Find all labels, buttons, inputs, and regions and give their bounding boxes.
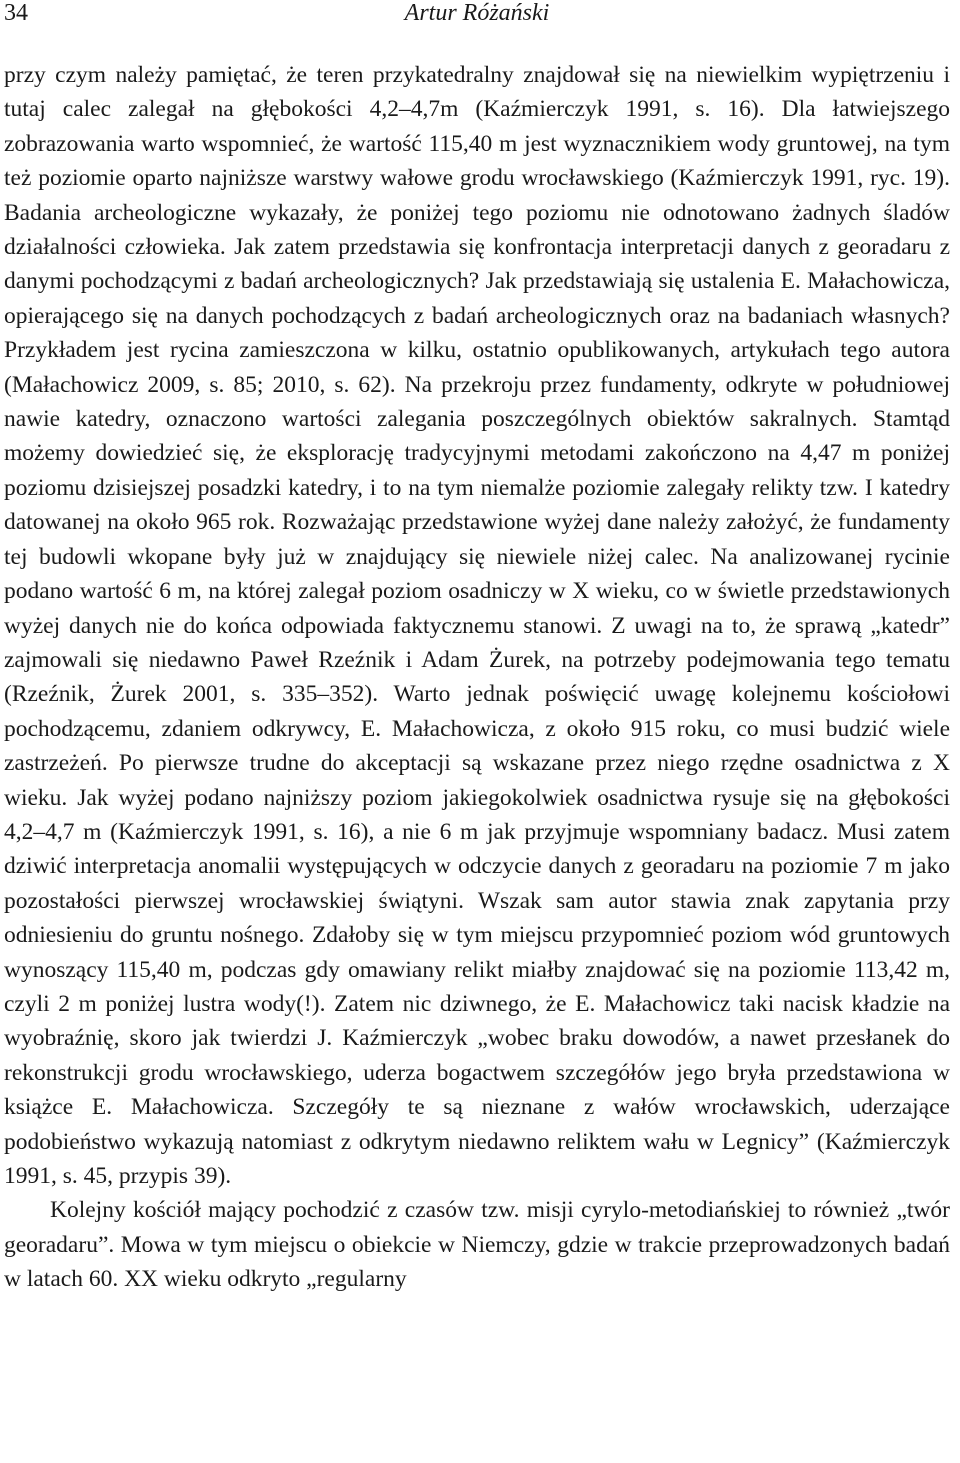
page-number: 34 (4, 0, 28, 26)
paragraph: przy czym należy pamiętać, że teren przykatedralny znajdował się na niewielkim wypiętrzeniu i tutaj calec zalegał na głębokości 4,2–4,7m (Kaźmierczyk 1991, s. 16). Dla łatwiejszego zobrazowania warto wspomnieć, że wartość 115,40 m jest wyznacznikiem wody gruntowej, na tym też poziomie oparto najniższe warstwy wałowe grodu wrocławskiego (Kaźmierczyk 1991, ryc. 19). Badania archeologiczne wykazały, że poniżej tego poziomu nie odnotowano żadnych śladów działalności człowieka. Jak zatem przedstawia się konfrontacja interpretacji danych z georadaru z danymi pochodzącymi z badań archeologicznych? Jak przedstawiają się ustalenia E. Małachowicza, opierającego się na danych pochodzących z badań archeologicznych oraz na badaniach własnych? Przykładem jest rycina zamieszczona w kilku, ostatnio opublikowanych, artykułach tego autora (Małachowicz 2009, s. 85; 2010, s. 62). Na przekroju przez fundamenty, odkryte w południowej nawie katedry, oznaczono wartości zalegania poszczególnych obiektów sakralnych. Stamtąd możemy dowiedzieć się, że eksplorację tradycyjnymi metodami zakończono na 4,47 m poniżej poziomu dzisiejszej posadzki katedry, i to na tym niemalże poziomie zalegały relikty tzw. I katedry datowanej na około 965 rok. Rozważając przedstawione wyżej dane należy założyć, że fundamenty tej budowli wkopane były już w znajdujący się niewiele niżej calec. Na analizowanej rycinie podano wartość 6 m, na której zalegał poziom osadniczy w X wieku, co w świetle przedstawionych wyżej danych nie do końca odpowiada faktycznemu stanowi. Z uwagi na to, że sprawą „katedr” zajmowali się niedawno Paweł Rzeźnik i Adam Żurek, na potrzeby podejmowania tego tematu (Rzeźnik, Żurek 2001, s. 335–352). Warto jednak poświęcić uwagę kolejnemu kościołowi pochodzącemu, zdaniem odkrywcy, E. Małachowicza, z około 915 roku, co musi budzić wiele zastrzeżeń. Po pierwsze trudne do akceptacji są wskazane przez niego rzędne osadnictwa z X wieku. Jak wyżej podano najniższy poziom jakiegokolwiek osadnictwa rysuje się na głębokości 4,2–4,7 m (Kaźmierczyk 1991, s. 16), a nie 6 m jak przyjmuje wspomniany badacz. Musi zatem dziwić interpretacja anomalii występujących w odczycie danych z georadaru na poziomie 7 m jako pozostałości pierwszej wrocławskiej świątyni. Wszak sam autor stawia znak zapytania przy odniesieniu do gruntu nośnego. Zdałoby się w tym miejscu przypomnieć poziom wód gruntowych wynoszący 115,40 m, podczas gdy omawiany relikt miałby znajdować się na poziomie 113,42 m, czyli 2 m poniżej lustra wody(!). Zatem nic dziwnego, że E. Małachowicz taki nacisk kładzie na wyobraźnię, skoro jak twierdzi J. Kaźmierczyk „wobec braku dowodów, a nawet przesłanek do rekonstrukcji grodu wrocławskiego, uderza bogactwem szczegółów jego bryła przedstawiona w książce E. Małachowicza. Szczegóły te są nieznane z wałów wrocławskich, uderzające podobieństwo wykazują natomiast z odkrytym niedawno reliktem wału w Legnicy” (Kaźmierczyk 1991, s. 45, przypis 39). (4, 62, 950, 1189)
page-header (4, 0, 950, 58)
paragraph: Kolejny kościół mający pochodzić z czasów tzw. misji cyrylo-metodiańskiej to również „twór georadaru”. Mowa w tym miejscu o obiekcie w Niemczy, gdzie w trakcie przeprowadzonych badań w latach 60. XX wieku odkryto „regularny (4, 1197, 950, 1293)
document-page (4, 0, 950, 1463)
body-text (4, 58, 950, 1297)
running-head-author: Artur Różański (404, 0, 550, 26)
